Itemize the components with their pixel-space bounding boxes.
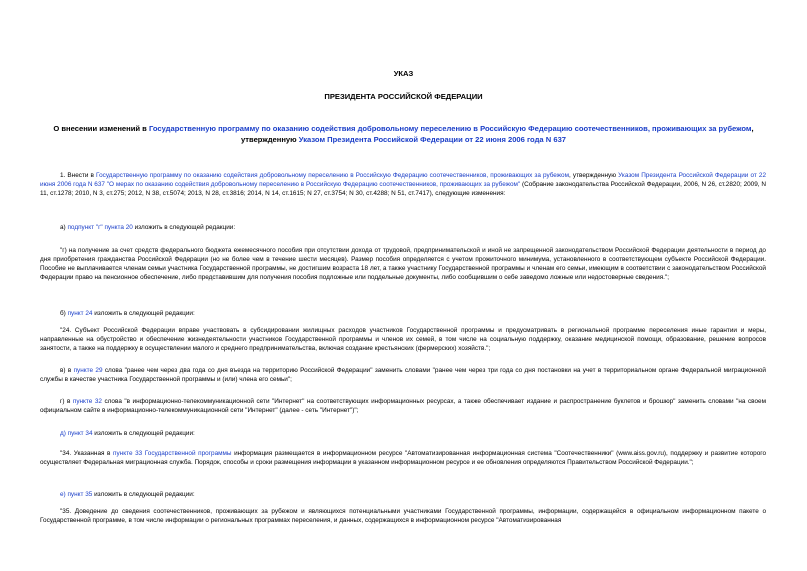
- heading-program-link[interactable]: Государственную программу по оказанию содействия добровольному переселению в Российскую Федерацию соотечественников, проживающих за рубежом: [148, 124, 752, 133]
- heading-decree-link[interactable]: Указом Президента Российской Федерации от 22 июня 2006 года N 637: [298, 134, 567, 144]
- item-v-suffix: слова "ранее чем через два года со дня въезда на территорию Российской Федерации" заменить словами "ранее чем через три года со дня постановки на учет в территориальном органе Федеральной миграционной службы в качестве участника Государственной программы и (или) члена его семьи";: [40, 367, 766, 384]
- item-e-suffix: изложить в следующей редакции:: [92, 491, 195, 498]
- document-heading: [40, 124, 767, 145]
- item-e-new-text: "35. Доведение до сведения соотечественников, проживающих за рубежом и являющихся потенциальными участниками Государственной программы, информации, содержащейся в официальном информационном пакете о Государственной программе, в том числе информации о региональных программах переселения, и данных, содержащихся в информационном ресурсе "Автоматизированная: [40, 508, 766, 525]
- item-a-suffix: изложить в следующей редакции:: [132, 224, 236, 231]
- item-b-suffix: изложить в следующей редакции:: [92, 310, 195, 317]
- item-v-link[interactable]: пункте 29: [73, 367, 103, 374]
- item-a-prefix: а): [60, 224, 68, 231]
- p1-text-end: (Собрание законодательства Российской Федерации, 2006, N 26, ст.2820; 2009, N 11, ст.1278; 2010, N 3, ст.275; 2012, N 38, ст.5074; 2013, N 28, ст.3816; 2014, N 14, ст.1615; N 27, ст.3754; N 30, ст.4288; N 51, ст.7417), следующие изменения:: [40, 181, 766, 198]
- item-d-link[interactable]: д) пункт 34: [60, 430, 93, 437]
- item-d-new-text: [40, 449, 766, 467]
- item-b: [40, 309, 766, 318]
- item-v: [40, 366, 766, 384]
- item-g-prefix: г) в: [60, 398, 73, 405]
- p1-decree-link[interactable]: Указом Президента Российской Федерации от 22 июня 2006 года N 637 "О мерах по оказанию содействия добровольному переселению в Российскую Федерацию соотечественников, проживающих за рубежом": [40, 172, 766, 189]
- p1-text-start: 1. Внести в: [60, 172, 97, 179]
- item-b-link[interactable]: пункт 24: [67, 310, 93, 317]
- issuer-title: ПРЕЗИДЕНТА РОССИЙСКОЙ ФЕДЕРАЦИИ: [324, 92, 483, 101]
- item-d-new-suffix: информация размещается в информационном ресурсе "Автоматизированная информационная система "Соотечественники" (www.aiss.gov.ru), поддержку и развитие которого осуществляет Федеральная миграционная служба. Порядок, способы и сроки размещения информации в указанном информационном ресурсе и ее обновления определяются Правительством Российской Федерации.";: [40, 450, 766, 467]
- item-g-link[interactable]: пункте 32: [72, 398, 102, 405]
- heading-prefix: О внесении изменений в: [53, 124, 149, 133]
- item-e: [40, 490, 766, 499]
- item-d: [40, 429, 766, 438]
- p1-text-mid: , утвержденную: [569, 172, 619, 179]
- p1-program-link[interactable]: Государственную программу по оказанию содействия добровольному переселению в Российскую Федерацию соотечественников, проживающих за рубежом: [96, 172, 570, 179]
- document-type-title: УКАЗ: [393, 69, 414, 78]
- item-d-suffix: изложить в следующей редакции:: [92, 430, 195, 437]
- item-g: [40, 397, 766, 415]
- item-a: [40, 223, 766, 232]
- item-d-new-link[interactable]: пункте 33 Государственной программы: [113, 450, 232, 457]
- item-v-prefix: в) в: [60, 367, 74, 374]
- item-a-link[interactable]: подпункт "г" пункта 20: [67, 224, 133, 231]
- item-a-new-text: "г) на получение за счет средств федерального бюджета ежемесячного пособия при отсутствии дохода от трудовой, предпринимательской и иной не запрещенной законодательством Российской Федерации деятельности в период до дня приобретения гражданства Российской Федерации (но не более чем в течение шести месяцев). Размер пособия определяется с учетом прожиточного минимума, установленного в соответствующем субъекте Российской Федерации. Пособие не выплачивается членам семьи участника Государственной программы, не достигшим возраста 18 лет, а также участнику Государственной программы и членам его семьи, имеющим в соответствии с законодательством Российской Федерации право на пенсионное обеспечение, либо представившим для получения пособия подложные или поддельные документы, либо сообщившим о себе заведомо ложные или недостоверные сведения.";: [40, 247, 766, 282]
- paragraph-1: [40, 171, 766, 198]
- item-b-new-text: "24. Субъект Российской Федерации вправе участвовать в субсидировании жилищных расходов участников Государственной программы и предусматривать в региональной программе переселения иные гарантии и меры, направленные на обустройство и обеспечение жизнедеятельности участников Государственной программы и членов их семей, в том числе на социальную поддержку, оказание медицинской помощи, образование, решение вопросов занятости, а также на поддержку в осуществлении малого и среднего предпринимательства, включая создание крестьянских (фермерских) хозяйств.";: [40, 327, 766, 353]
- heading-mid: , утвержденную: [240, 124, 754, 144]
- item-b-prefix: б): [60, 310, 68, 317]
- item-e-link[interactable]: е) пункт 35: [60, 491, 93, 498]
- item-g-suffix: слова "в информационно-телекоммуникационной сети "Интернет" на соответствующих информационных ресурсах, а также обеспечивает издание и распространение буклетов и брошюр" заменить словами "на своем официальном сайте в информационно-телекоммуникационной сети "Интернет" (далее - сеть "Интернет")";: [40, 398, 766, 415]
- item-d-new-prefix: "34. Указанная в: [60, 450, 114, 457]
